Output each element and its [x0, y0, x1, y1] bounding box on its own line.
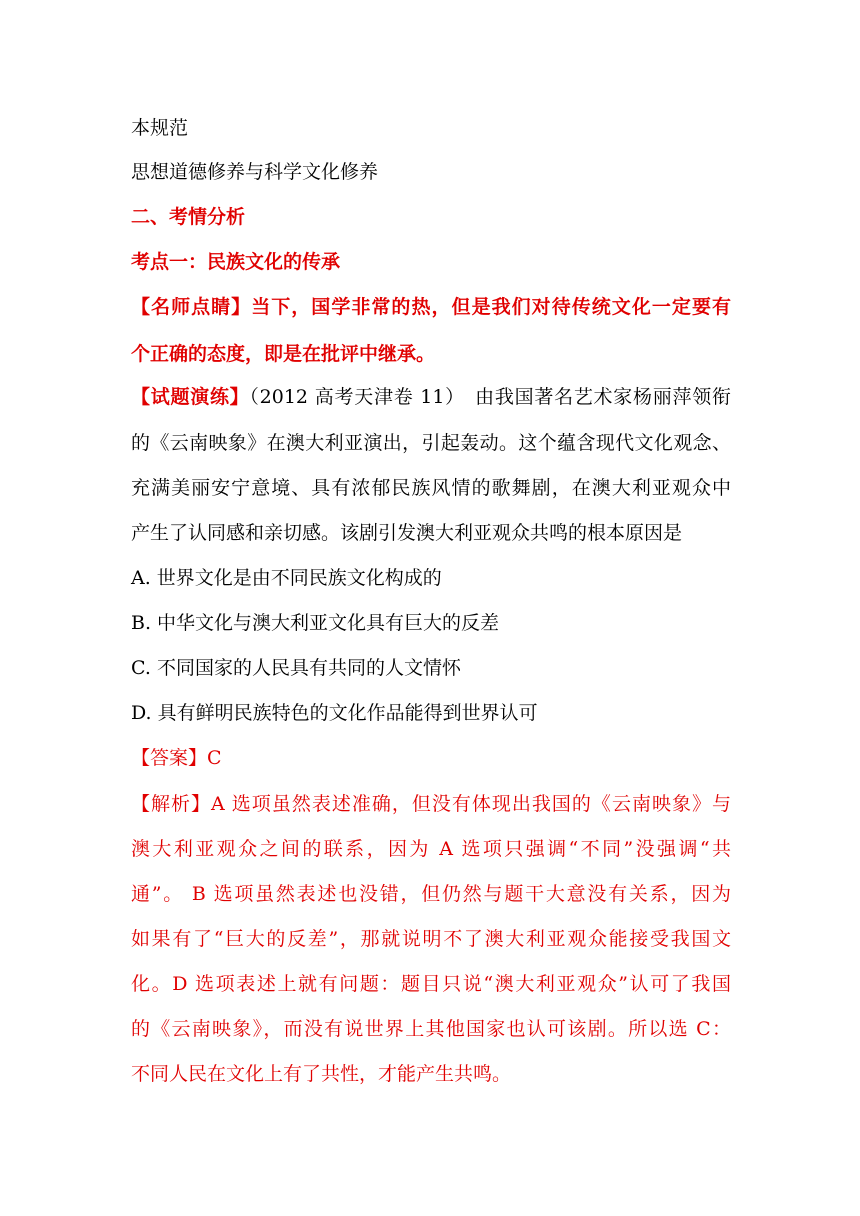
analysis-line: 的《云南映象》，而没有说世界上其他国家也认可该剧。所以选 C：	[131, 1018, 731, 1040]
analysis-line: 不同人民在文化上有了共性，才能产生共鸣。	[131, 1063, 512, 1085]
answer-label: 【答案】	[131, 747, 208, 769]
analysis-line: 澳大利亚观众之间的联系，因为 A 选项只强调“不同”没强调“共	[131, 838, 731, 860]
analysis-line	[131, 790, 731, 818]
text-line: 本规范	[131, 117, 189, 139]
analysis-line: 通”。 B 选项虽然表述也没错，但仍然与题干大意没有关系，因为	[131, 883, 731, 905]
exercise-paragraph-line: 产生了认同感和亲切感。该剧引发澳大利亚观众共鸣的根本原因是	[131, 522, 683, 544]
answer-value: C	[207, 747, 222, 769]
tip-paragraph-line	[131, 293, 731, 321]
analysis-label: 【解析】	[131, 793, 212, 815]
tip-text: 当下，国学非常的热，但是我们对待传统文化一定要有	[251, 296, 731, 318]
analysis-line: 化。D 选项表述上就有问题：题目只说“澳大利亚观众”认可了我国	[131, 973, 731, 995]
point-heading: 考点一：民族文化的传承	[131, 251, 341, 273]
section-heading: 二、考情分析	[131, 206, 246, 228]
option-d: D. 具有鲜明民族特色的文化作品能得到世界认可	[131, 702, 538, 724]
exercise-paragraph-line: 的《云南映象》在澳大利亚演出，引起轰动。这个蕴含现代文化观念、	[131, 432, 731, 454]
analysis-line: 如果有了“巨大的反差”，那就说明不了澳大利亚观众能接受我国文	[131, 928, 731, 950]
exercise-paragraph-line: 充满美丽安宁意境、具有浓郁民族风情的歌舞剧，在澳大利亚观众中	[131, 477, 731, 499]
tip-label: 【名师点睛】	[131, 296, 252, 318]
tip-paragraph-line: 个正确的态度，即是在批评中继承。	[131, 343, 436, 365]
option-c: C. 不同国家的人民具有共同的人文情怀	[131, 657, 461, 679]
option-a: A. 世界文化是由不同民族文化构成的	[131, 567, 442, 589]
option-b: B. 中华文化与澳大利亚文化具有巨大的反差	[131, 612, 500, 634]
exercise-label: 【试题演练】	[131, 386, 250, 408]
exercise-paragraph-line	[131, 383, 731, 411]
text-line: 思想道德修养与科学文化修养	[131, 161, 379, 183]
exercise-text: （2012 高考天津卷 11） 由我国著名艺术家杨丽萍领衔	[249, 386, 731, 408]
analysis-text: A 选项虽然表述准确，但没有体现出我国的《云南映象》与	[211, 793, 731, 815]
answer-line	[131, 744, 731, 772]
